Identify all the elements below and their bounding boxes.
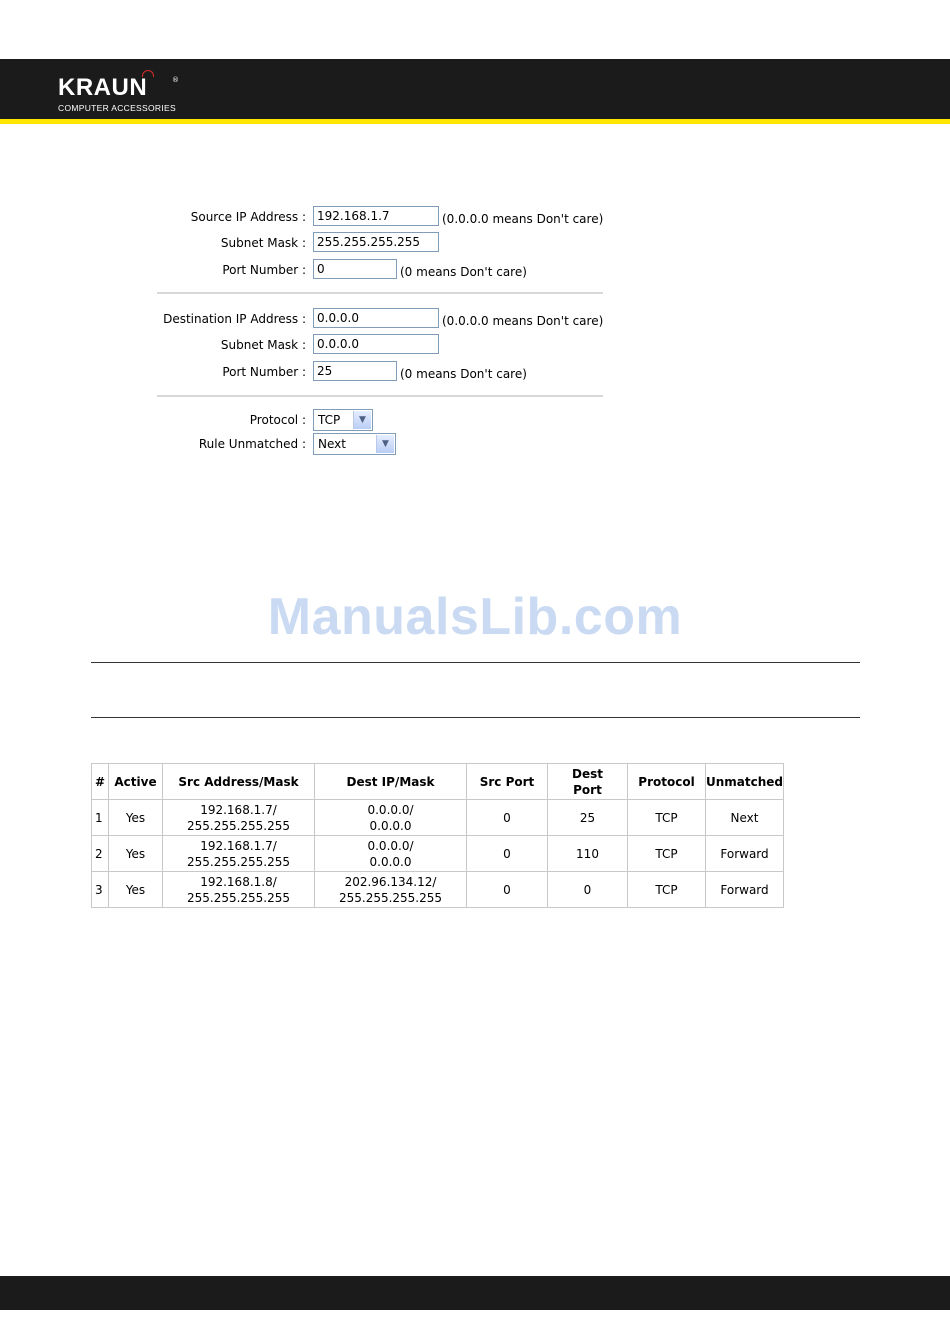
cell-unmatched: Next xyxy=(706,800,784,836)
cell-dest-ip xyxy=(315,872,467,908)
logo-subtitle: COMPUTER ACCESSORIES xyxy=(58,103,176,113)
logo-registered-mark: ® xyxy=(172,76,179,84)
cell-src-port: 0 xyxy=(467,872,548,908)
source-port-label: Port Number : xyxy=(222,263,306,277)
source-port-hint: (0 means Don't care) xyxy=(400,265,527,279)
dest-port-hint: (0 means Don't care) xyxy=(400,367,527,381)
dest-mask-label: Subnet Mask : xyxy=(220,338,306,352)
cell-dst-line1: 0.0.0.0/ xyxy=(367,838,414,853)
cell-src-port: 0 xyxy=(467,836,548,872)
table-row xyxy=(92,836,784,872)
footer-bar xyxy=(0,1276,950,1310)
source-mask-input[interactable]: 255.255.255.255 xyxy=(313,232,439,252)
rule-unmatched-select-value: Next xyxy=(318,437,346,451)
column-header-unmatched: Unmatched xyxy=(706,764,784,800)
column-header-dest-port: Dest Port xyxy=(548,764,628,800)
watermark: ManualsLib.com xyxy=(267,588,683,646)
dest-ip-label: Destination IP Address : xyxy=(163,312,306,326)
source-ip-label: Source IP Address : xyxy=(190,210,306,224)
cell-unmatched: Forward xyxy=(706,872,784,908)
column-header-protocol: Protocol xyxy=(628,764,706,800)
cell-protocol: TCP xyxy=(628,800,706,836)
logo-swirl-icon xyxy=(142,70,154,77)
cell-number: 3 xyxy=(92,872,109,908)
cell-active: Yes xyxy=(109,872,163,908)
cell-unmatched: Forward xyxy=(706,836,784,872)
source-ip-input[interactable]: 192.168.1.7 xyxy=(313,206,439,226)
rule-unmatched-select[interactable] xyxy=(313,433,396,455)
dest-ip-input[interactable]: 0.0.0.0 xyxy=(313,308,439,328)
dest-mask-input[interactable]: 0.0.0.0 xyxy=(313,334,439,354)
table-row xyxy=(92,800,784,836)
cell-active: Yes xyxy=(109,836,163,872)
section-divider xyxy=(157,292,603,294)
cell-dest-ip xyxy=(315,800,467,836)
cell-dst-line2: 0.0.0.0 xyxy=(369,854,412,869)
protocol-label: Protocol : xyxy=(249,413,306,427)
source-port-input[interactable]: 0 xyxy=(313,259,397,279)
chevron-down-icon[interactable]: ▼ xyxy=(353,411,371,429)
cell-src-line1: 192.168.1.7/ xyxy=(200,838,277,853)
protocol-select-value: TCP xyxy=(318,413,341,427)
header-stripe xyxy=(0,119,950,124)
source-mask-label: Subnet Mask : xyxy=(220,236,306,250)
cell-src-line1: 192.168.1.7/ xyxy=(200,802,277,817)
cell-dest-port: 110 xyxy=(548,836,628,872)
column-header-active: Active xyxy=(109,764,163,800)
cell-src-line1: 192.168.1.8/ xyxy=(200,874,277,889)
cell-src-address xyxy=(163,872,315,908)
table-header-row xyxy=(92,764,784,800)
cell-number: 2 xyxy=(92,836,109,872)
horizontal-rule xyxy=(91,662,860,663)
source-ip-hint: (0.0.0.0 means Don't care) xyxy=(442,212,604,226)
logo-word: KRAUN xyxy=(58,74,148,101)
kraun-logo xyxy=(58,74,179,113)
dest-ip-hint: (0.0.0.0 means Don't care) xyxy=(442,314,604,328)
column-header-src-address: Src Address/Mask xyxy=(163,764,315,800)
cell-dst-line1: 0.0.0.0/ xyxy=(367,802,414,817)
protocol-select[interactable] xyxy=(313,409,373,431)
cell-dest-ip xyxy=(315,836,467,872)
column-header-src-port: Src Port xyxy=(467,764,548,800)
cell-dest-port: 0 xyxy=(548,872,628,908)
table-row xyxy=(92,872,784,908)
cell-src-port: 0 xyxy=(467,800,548,836)
cell-dst-line2: 255.255.255.255 xyxy=(338,890,443,905)
cell-src-address xyxy=(163,836,315,872)
cell-active: Yes xyxy=(109,800,163,836)
chevron-down-icon[interactable]: ▼ xyxy=(376,435,394,453)
horizontal-rule xyxy=(91,717,860,718)
column-header-dest-ip: Dest IP/Mask xyxy=(315,764,467,800)
cell-src-line2: 255.255.255.255 xyxy=(186,818,291,833)
column-header-number: # xyxy=(92,764,109,800)
rule-unmatched-label: Rule Unmatched : xyxy=(198,437,306,451)
section-divider xyxy=(157,395,603,397)
dest-port-label: Port Number : xyxy=(222,365,306,379)
cell-src-address xyxy=(163,800,315,836)
cell-dst-line1: 202.96.134.12/ xyxy=(344,874,437,889)
cell-src-line2: 255.255.255.255 xyxy=(186,890,291,905)
cell-dest-port: 25 xyxy=(548,800,628,836)
cell-src-line2: 255.255.255.255 xyxy=(186,854,291,869)
rules-table xyxy=(91,763,784,908)
cell-number: 1 xyxy=(92,800,109,836)
cell-protocol: TCP xyxy=(628,836,706,872)
dest-port-input[interactable]: 25 xyxy=(313,361,397,381)
cell-protocol: TCP xyxy=(628,872,706,908)
cell-dst-line2: 0.0.0.0 xyxy=(369,818,412,833)
